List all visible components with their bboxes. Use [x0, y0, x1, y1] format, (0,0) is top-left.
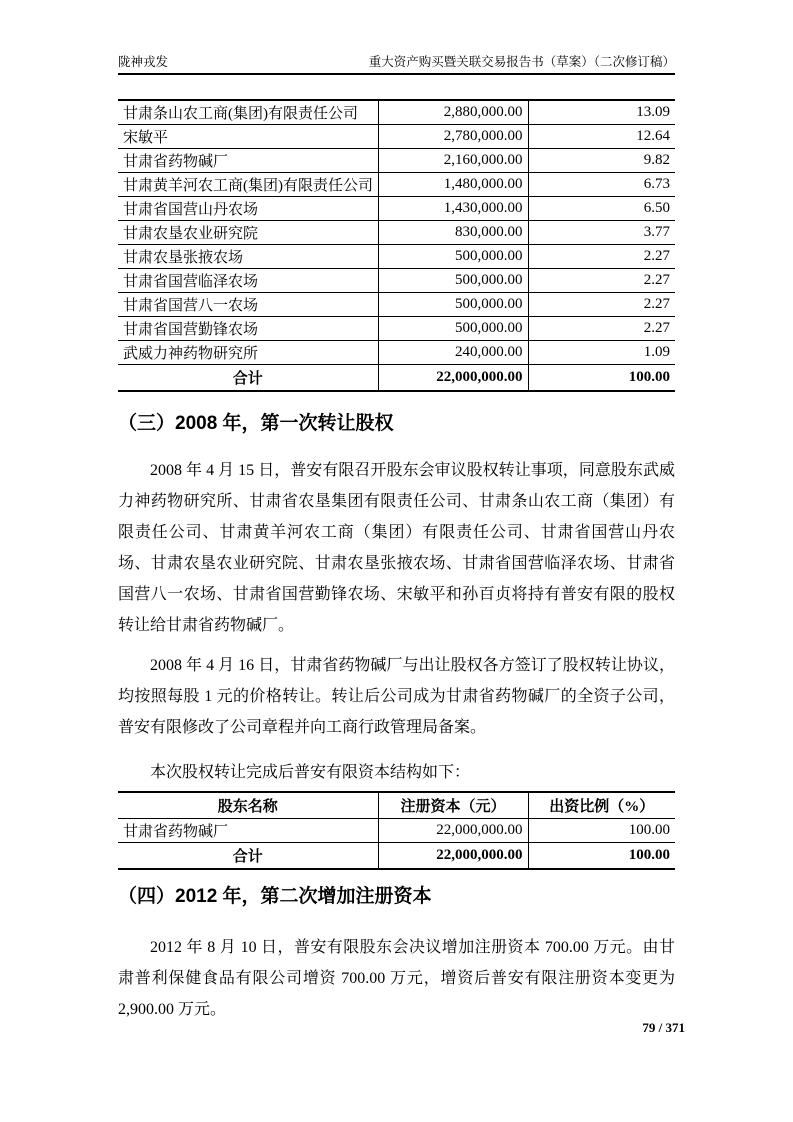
- total-capital: 22,000,000.00: [378, 843, 528, 870]
- table-row: [118, 100, 675, 125]
- registered-capital: 500,000.00: [378, 245, 528, 269]
- ownership-ratio: 1.09: [528, 341, 675, 365]
- total-ratio: 100.00: [628, 369, 670, 385]
- shareholder-name: 宋敏平: [118, 125, 378, 149]
- registered-capital: 500,000.00: [378, 269, 528, 293]
- registered-capital: 22,000,000.00: [378, 819, 528, 843]
- section-heading-3: （三）2008 年，第一次转让股权: [118, 413, 394, 434]
- ownership-ratio: 2.27: [528, 245, 675, 269]
- shareholder-name: 甘肃省药物碱厂: [118, 149, 378, 173]
- ownership-ratio: 2.27: [528, 269, 675, 293]
- registered-capital: 830,000.00: [378, 221, 528, 245]
- ownership-ratio: 2.27: [528, 293, 675, 317]
- total-capital: 22,000,000.00: [378, 365, 528, 392]
- ownership-ratio: 9.82: [528, 149, 675, 173]
- header-right-title: 重大资产购买暨关联交易报告书（草案）（二次修订稿）: [368, 55, 675, 69]
- table-row: [118, 245, 675, 269]
- table-row: [118, 173, 675, 197]
- shareholder-name: 甘肃省国营勤锋农场: [118, 317, 378, 341]
- capital-structure-table: [118, 791, 675, 870]
- ownership-ratio: 100.00: [528, 819, 675, 843]
- table-row: [118, 197, 675, 221]
- shareholder-table-continued: [118, 99, 675, 392]
- shareholder-name: 甘肃省国营山丹农场: [118, 197, 378, 221]
- col-header-shareholder: 股东名称: [118, 792, 378, 819]
- total-label: 合计: [118, 365, 378, 392]
- shareholder-name: 甘肃黄羊河农工商(集团)有限责任公司: [118, 173, 378, 197]
- ownership-ratio: 12.64: [528, 125, 675, 149]
- shareholder-name: 甘肃省药物碱厂: [118, 819, 378, 843]
- shareholder-name: 甘肃农垦张掖农场: [118, 245, 378, 269]
- shareholder-name: 甘肃农垦农业研究院: [118, 221, 378, 245]
- total-label: 合计: [118, 843, 378, 870]
- table-row: [118, 149, 675, 173]
- registered-capital: 500,000.00: [378, 317, 528, 341]
- ownership-ratio: 3.77: [528, 221, 675, 245]
- paragraph: 2008 年 4 月 16 日，甘肃省药物碱厂与出让股权各方签订了股权转让协议，均按照每股 1 元的价格转让。转让后公司成为甘肃省药物碱厂的全资子公司，普安有限修改了公司章程并向工商行政管理局备案。: [118, 657, 675, 736]
- section-heading-4: （四）2012 年，第二次增加注册资本: [118, 886, 432, 907]
- ownership-ratio: 6.50: [528, 197, 675, 221]
- col-header-ratio: 出资比例（%）: [528, 792, 675, 819]
- table-row: [118, 293, 675, 317]
- table-header-row: [118, 792, 675, 819]
- registered-capital: 2,880,000.00: [378, 100, 528, 125]
- table-row: [118, 269, 675, 293]
- registered-capital: 2,160,000.00: [378, 149, 528, 173]
- paragraph: 2012 年 8 月 10 日，普安有限股东会决议增加注册资本 700.00 万元。由甘肃普利保健食品有限公司增资 700.00 万元，增资后普安有限注册资本变更为 2,900.00 万元。: [118, 939, 675, 1018]
- page-header: [118, 55, 675, 75]
- table-row: [118, 221, 675, 245]
- header-left-title: 陇神戎发: [118, 55, 169, 69]
- table-row: [118, 819, 675, 843]
- table-lead-in: 本次股权转让完成后普安有限资本结构如下：: [150, 764, 471, 781]
- shareholder-name: 甘肃条山农工商(集团)有限责任公司: [118, 100, 378, 125]
- registered-capital: 500,000.00: [378, 293, 528, 317]
- shareholder-name: 甘肃省国营临泽农场: [118, 269, 378, 293]
- paragraph: 2008 年 4 月 15 日，普安有限召开股东会审议股权转让事项，同意股东武威力神药物研究所、甘肃省农垦集团有限责任公司、甘肃条山农工商（集团）有限责任公司、甘肃黄羊河农工商（集团）有限责任公司、甘肃省国营山丹农场、甘肃农垦农业研究院、甘肃农垦张掖农场、甘肃省国营临泽农场、甘肃省国营八一农场、甘肃省国营勤锋农场、宋敏平和孙百贞将持有普安有限的股权转让给甘肃省药物碱厂。: [118, 462, 675, 634]
- table-total-row: [118, 365, 675, 392]
- table-row: [118, 125, 675, 149]
- shareholder-name: 武威力神药物研究所: [118, 341, 378, 365]
- ownership-ratio: 13.09: [528, 100, 675, 125]
- registered-capital: 1,480,000.00: [378, 173, 528, 197]
- table-total-row: [118, 843, 675, 870]
- table-row: [118, 317, 675, 341]
- page-number: 79 / 371: [642, 1020, 685, 1035]
- shareholder-name: 甘肃省国营八一农场: [118, 293, 378, 317]
- registered-capital: 1,430,000.00: [378, 197, 528, 221]
- registered-capital: 2,780,000.00: [378, 125, 528, 149]
- ownership-ratio: 6.73: [528, 173, 675, 197]
- total-ratio: 100.00: [628, 847, 670, 863]
- registered-capital: 240,000.00: [378, 341, 528, 365]
- ownership-ratio: 2.27: [528, 317, 675, 341]
- table-row: [118, 341, 675, 365]
- col-header-capital: 注册资本（元）: [378, 792, 528, 819]
